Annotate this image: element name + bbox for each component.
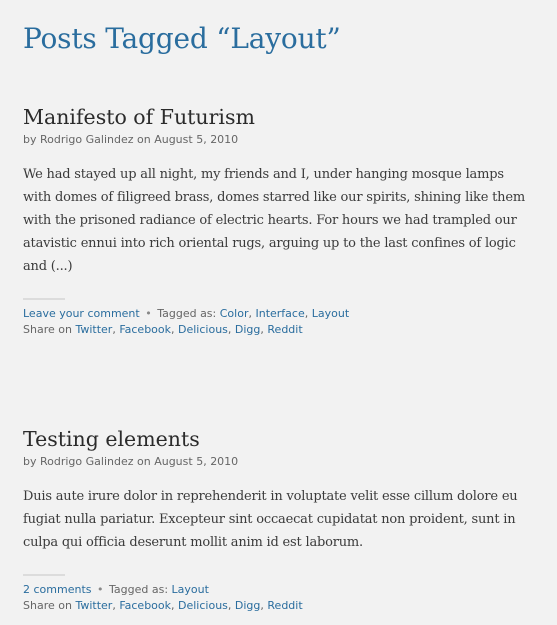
post-title[interactable]: Testing elements (23, 427, 200, 451)
post-excerpt: We had stayed up all night, my friends and I, under hanging mosque lamps with domes of filigreed brass, domes starred like our spirits, shining like them with the prisoned radiance of electric hearts. For hours we had trampled our atavistic ennui into rich oriental rugs, arguing up to the last confines of logic and (...) (23, 167, 525, 274)
tagged-label: Tagged as: (157, 307, 217, 320)
share-label: Share on (23, 599, 72, 612)
post-byline: by Rodrigo Galindez on August 5, 2010 (23, 133, 239, 146)
post (23, 104, 535, 338)
post-excerpt: Duis aute irure dolor in reprehenderit in voluptate velit esse cillum dolore eu fugiat nulla pariatur. Excepteur sint occaecat cupidatat non proident, sunt in culpa qui officia deserunt mollit anim id est laborum. (23, 489, 518, 550)
share-facebook-link[interactable]: Facebook (119, 323, 172, 336)
share-reddit-link[interactable]: Reddit (267, 599, 303, 612)
share-label: Share on (23, 323, 72, 336)
share-twitter-link[interactable]: Twitter (75, 323, 113, 336)
share-digg-link[interactable]: Digg (234, 323, 261, 336)
tag-link-layout[interactable]: Layout (311, 307, 350, 320)
divider (23, 298, 65, 300)
post (23, 426, 535, 614)
share-digg-link[interactable]: Digg (234, 599, 261, 612)
post-meta: Leave your comment • Tagged as: Color, Interface, Layout (23, 307, 350, 320)
share-delicious-link[interactable]: Delicious (178, 599, 228, 612)
tag-link-layout[interactable]: Layout (171, 583, 209, 596)
comments-link[interactable]: Leave your comment (23, 307, 140, 320)
tagged-label: Tagged as: (109, 583, 169, 596)
post-byline: by Rodrigo Galindez on August 5, 2010 (23, 455, 239, 468)
tag-link-interface[interactable]: Interface (255, 307, 305, 320)
share-twitter-link[interactable]: Twitter (75, 599, 113, 612)
share-reddit-link[interactable]: Reddit (267, 323, 303, 336)
share-delicious-link[interactable]: Delicious (178, 323, 228, 336)
page-title: Posts Tagged “Layout” (23, 22, 341, 55)
share-line: Share on Twitter, Facebook, Delicious, Digg, Reddit (23, 599, 303, 612)
bullet-separator: • (97, 583, 104, 596)
post-title[interactable]: Manifesto of Futurism (23, 105, 255, 129)
share-line: Share on Twitter, Facebook, Delicious, Digg, Reddit (23, 323, 303, 336)
tag-link-color[interactable]: Color (219, 307, 249, 320)
bullet-separator: • (145, 307, 152, 320)
share-facebook-link[interactable]: Facebook (119, 599, 172, 612)
divider (23, 574, 65, 576)
post-meta (23, 582, 535, 598)
comments-link[interactable]: 2 comments (23, 583, 92, 596)
